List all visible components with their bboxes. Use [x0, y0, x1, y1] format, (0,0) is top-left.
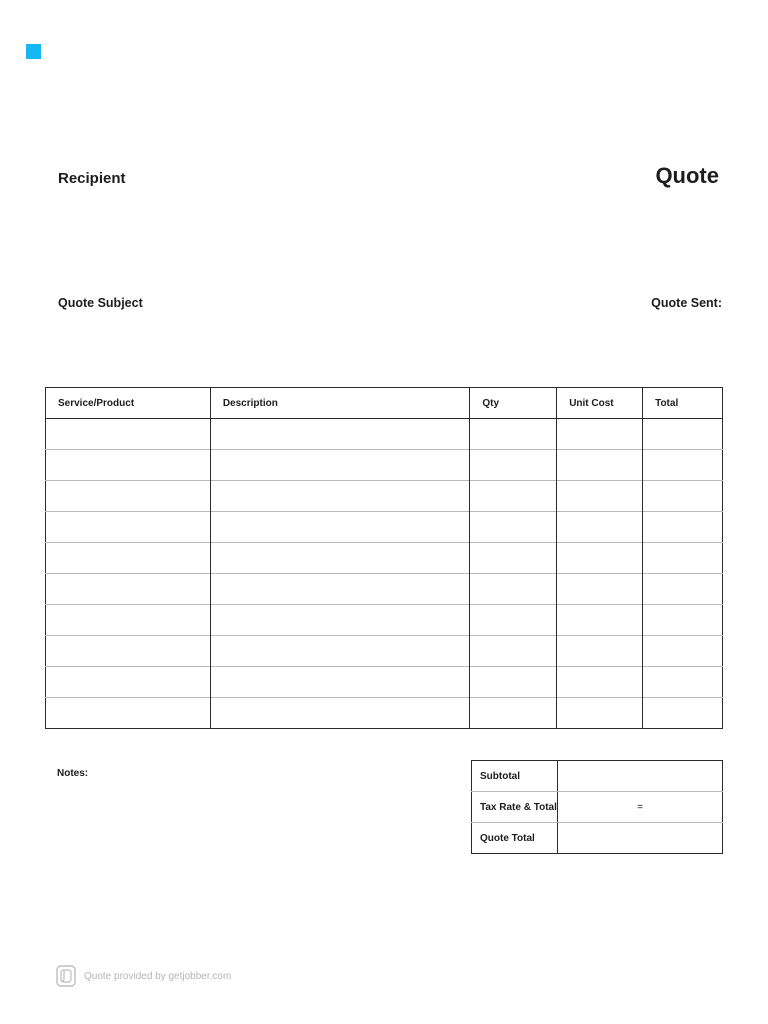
subtotal-value — [558, 761, 723, 792]
table-cell — [46, 419, 211, 450]
table-row — [46, 450, 723, 481]
table-row — [46, 636, 723, 667]
document-title: Quote — [655, 163, 719, 188]
table-cell — [46, 481, 211, 512]
table-cell — [46, 698, 211, 729]
table-cell — [643, 543, 723, 574]
tax-rate-value: = — [558, 792, 723, 823]
quote-subject-label: Quote Subject — [58, 296, 143, 310]
table-cell — [470, 698, 557, 729]
column-header-unit-cost: Unit Cost — [557, 388, 643, 419]
table-cell — [210, 636, 470, 667]
quote-total-label: Quote Total — [472, 823, 558, 854]
jobber-logo-icon — [56, 965, 76, 987]
table-cell — [470, 419, 557, 450]
table-cell — [557, 667, 643, 698]
column-header-qty: Qty — [470, 388, 557, 419]
table-cell — [210, 481, 470, 512]
table-cell — [46, 605, 211, 636]
table-cell — [557, 543, 643, 574]
table-cell — [557, 636, 643, 667]
table-cell — [210, 667, 470, 698]
totals-row-quote-total — [472, 823, 723, 854]
table-cell — [46, 574, 211, 605]
table-cell — [557, 419, 643, 450]
table-cell — [46, 450, 211, 481]
tax-rate-label: Tax Rate & Total — [472, 792, 558, 823]
table-row — [46, 512, 723, 543]
table-row — [46, 574, 723, 605]
table-cell — [643, 698, 723, 729]
table-cell — [643, 419, 723, 450]
table-cell — [46, 512, 211, 543]
totals-row-subtotal — [472, 761, 723, 792]
table-cell — [643, 450, 723, 481]
brand-accent-square — [26, 44, 41, 59]
line-items-body — [46, 419, 723, 729]
table-cell — [643, 605, 723, 636]
table-cell — [46, 543, 211, 574]
table-cell — [557, 512, 643, 543]
table-cell — [557, 605, 643, 636]
table-cell — [210, 698, 470, 729]
table-header-row — [46, 388, 723, 419]
recipient-label: Recipient — [58, 170, 126, 187]
table-cell — [470, 543, 557, 574]
subtotal-label: Subtotal — [472, 761, 558, 792]
table-cell — [470, 481, 557, 512]
table-cell — [470, 636, 557, 667]
table-cell — [557, 574, 643, 605]
table-cell — [470, 667, 557, 698]
column-header-service-product: Service/Product — [46, 388, 211, 419]
table-cell — [470, 574, 557, 605]
column-header-description: Description — [210, 388, 470, 419]
table-cell — [643, 667, 723, 698]
table-row — [46, 698, 723, 729]
table-cell — [643, 636, 723, 667]
table-cell — [210, 419, 470, 450]
line-items-table — [45, 387, 723, 729]
table-cell — [557, 698, 643, 729]
table-cell — [210, 574, 470, 605]
table-cell — [643, 481, 723, 512]
table-cell — [210, 450, 470, 481]
table-cell — [557, 481, 643, 512]
table-cell — [470, 450, 557, 481]
table-cell — [210, 512, 470, 543]
table-cell — [470, 512, 557, 543]
table-cell — [643, 574, 723, 605]
table-cell — [470, 605, 557, 636]
table-row — [46, 667, 723, 698]
table-cell — [46, 636, 211, 667]
table-cell — [210, 543, 470, 574]
footer — [56, 965, 231, 987]
table-row — [46, 605, 723, 636]
totals-row-tax — [472, 792, 723, 823]
table-row — [46, 481, 723, 512]
quote-sent-label: Quote Sent: — [651, 296, 722, 310]
totals-table — [471, 760, 723, 854]
footer-text: Quote provided by getjobber.com — [84, 970, 232, 982]
table-cell — [557, 450, 643, 481]
table-cell — [210, 605, 470, 636]
quote-total-value — [558, 823, 723, 854]
table-cell — [643, 512, 723, 543]
table-row — [46, 419, 723, 450]
notes-label: Notes: — [57, 768, 89, 779]
table-cell — [46, 667, 211, 698]
column-header-total: Total — [643, 388, 723, 419]
table-row — [46, 543, 723, 574]
